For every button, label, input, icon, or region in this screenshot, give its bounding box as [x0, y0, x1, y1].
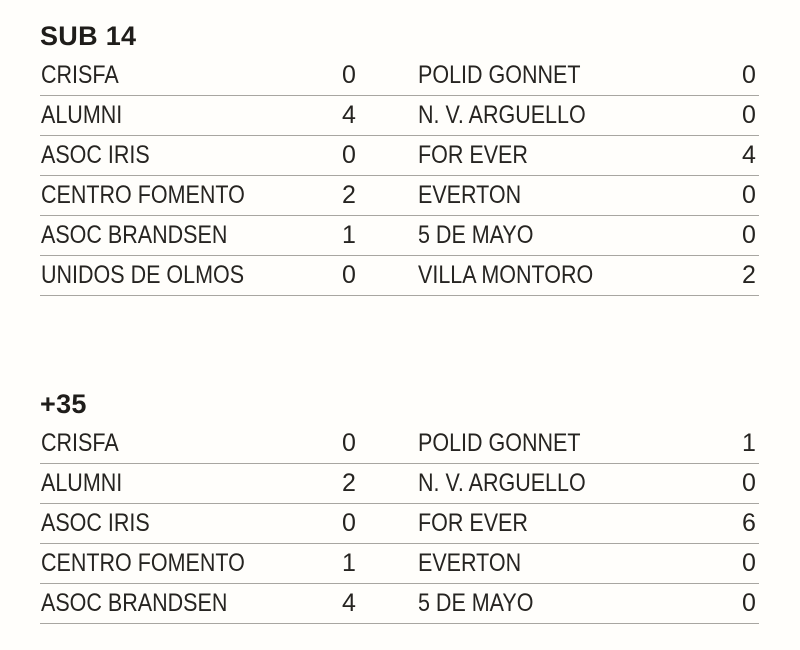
- home-score: 4: [342, 101, 356, 129]
- match-row: [40, 256, 759, 296]
- results-section-plus35: [40, 384, 759, 624]
- away-team: 5 DE MAYO: [418, 589, 534, 617]
- home-team: CRISFA: [41, 429, 119, 457]
- home-team: ASOC BRANDSEN: [41, 221, 228, 249]
- home-score: 1: [342, 549, 356, 577]
- away-score: 0: [742, 549, 756, 577]
- match-row: [40, 136, 759, 176]
- match-row: [40, 504, 759, 544]
- away-team: FOR EVER: [418, 141, 528, 169]
- away-team: N. V. ARGUELLO: [418, 469, 586, 497]
- home-score: 0: [342, 141, 356, 169]
- away-score: 2: [742, 261, 756, 289]
- home-score: 1: [342, 221, 356, 249]
- away-team: VILLA MONTORO: [418, 261, 594, 289]
- section-title: +35: [40, 389, 87, 419]
- home-score: 2: [342, 469, 356, 497]
- match-row: [40, 96, 759, 136]
- away-team: N. V. ARGUELLO: [418, 101, 586, 129]
- match-row: [40, 216, 759, 256]
- home-team: ALUMNI: [41, 469, 123, 497]
- home-score: 0: [342, 509, 356, 537]
- results-table: [40, 424, 759, 624]
- away-score: 6: [742, 509, 756, 537]
- home-score: 0: [342, 429, 356, 457]
- match-row: [40, 176, 759, 216]
- home-score: 0: [342, 61, 356, 89]
- section-title: SUB 14: [40, 21, 137, 51]
- match-row: [40, 544, 759, 584]
- home-team: CRISFA: [41, 61, 119, 89]
- home-team: UNIDOS DE OLMOS: [41, 261, 245, 289]
- away-score: 4: [742, 141, 756, 169]
- home-team: ALUMNI: [41, 101, 123, 129]
- away-score: 0: [742, 101, 756, 129]
- away-team: POLID GONNET: [418, 61, 581, 89]
- away-score: 0: [742, 221, 756, 249]
- home-team: CENTRO FOMENTO: [41, 181, 245, 209]
- home-team: ASOC IRIS: [41, 141, 150, 169]
- away-score: 0: [742, 61, 756, 89]
- away-team: EVERTON: [418, 181, 522, 209]
- away-team: POLID GONNET: [418, 429, 581, 457]
- away-score: 0: [742, 469, 756, 497]
- home-score: 2: [342, 181, 356, 209]
- away-score: 1: [742, 429, 756, 457]
- home-team: ASOC IRIS: [41, 509, 150, 537]
- away-score: 0: [742, 181, 756, 209]
- results-table: [40, 56, 759, 296]
- match-row: [40, 56, 759, 96]
- match-row: [40, 424, 759, 464]
- away-team: EVERTON: [418, 549, 522, 577]
- results-section-sub14: [40, 16, 759, 296]
- match-row: [40, 584, 759, 624]
- home-score: 0: [342, 261, 356, 289]
- home-score: 4: [342, 589, 356, 617]
- away-team: FOR EVER: [418, 509, 528, 537]
- away-score: 0: [742, 589, 756, 617]
- home-team: CENTRO FOMENTO: [41, 549, 245, 577]
- match-row: [40, 464, 759, 504]
- away-team: 5 DE MAYO: [418, 221, 534, 249]
- home-team: ASOC BRANDSEN: [41, 589, 228, 617]
